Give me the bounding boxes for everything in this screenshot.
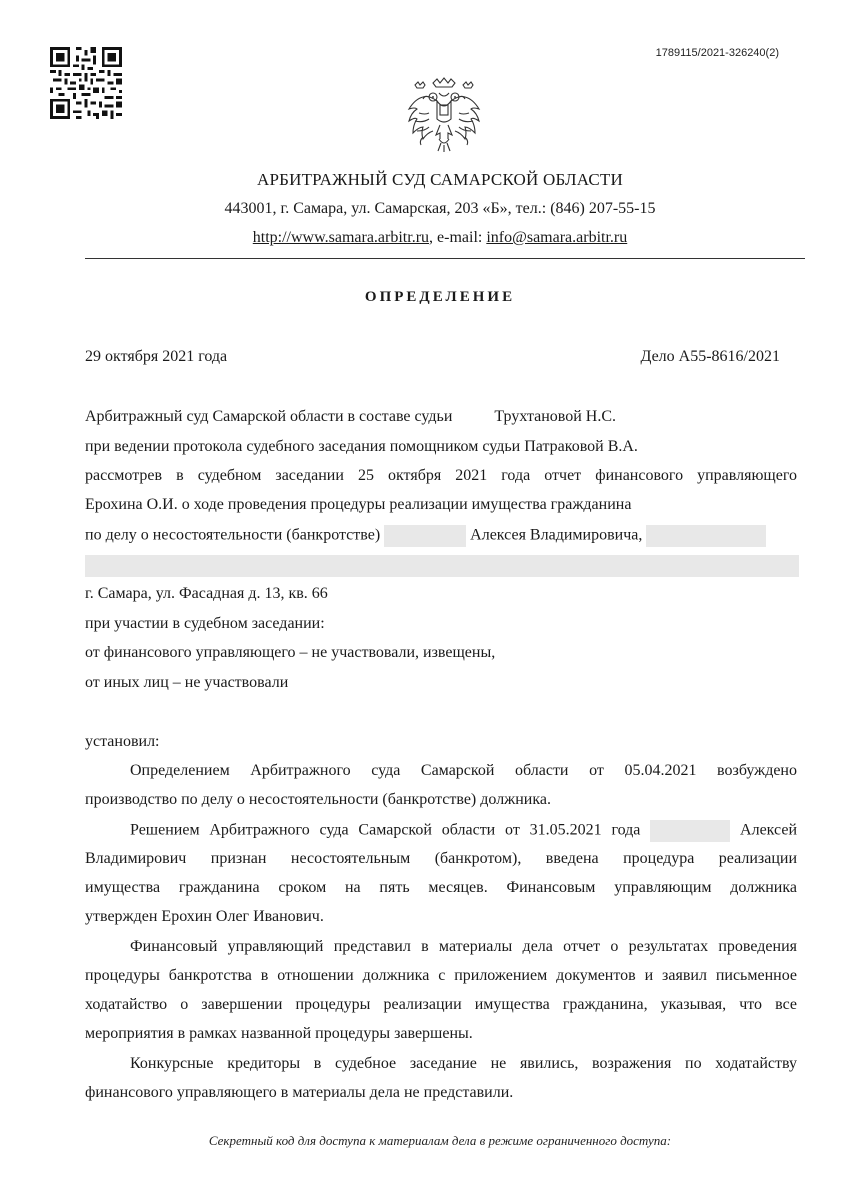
debtor-name: Алексея Владимировича,: [470, 526, 643, 544]
document-id: 1789115/2021-326240(2): [655, 47, 779, 59]
paragraph-3-line-2: процедуры банкротства в отношении должника с приложением документов и заявил письменное: [85, 967, 797, 984]
intro-line-participants: при участии в судебном заседании:: [85, 615, 325, 632]
intro-line-judge: [85, 408, 616, 426]
court-address: 443001, г. Самара, ул. Самарская, 203 «Б», тел.: (846) 207-55-15: [224, 200, 656, 217]
intro-line-secretary: при ведении протокола судебного заседания помощником судьи Патраковой В.А.: [85, 438, 638, 455]
intro-line-others-absent: от иных лиц – не участвовали: [85, 674, 289, 691]
intro-line-report: рассмотрев в судебном заседании 25 октября 2021 года отчет финансового управляющего: [85, 467, 797, 484]
document-title: ОПРЕДЕЛЕНИЕ: [364, 289, 516, 305]
case-number: Дело А55-8616/2021: [640, 348, 780, 365]
paragraph-2-line-4: утвержден Ерохин Олег Иванович.: [85, 908, 324, 925]
paragraph-2-line-1: [130, 820, 797, 842]
intro-line-manager-absent: от финансового управляющего – не участвовали, извещены,: [85, 644, 496, 661]
paragraph-3-line-3: ходатайство о завершении процедуры реализации имущества гражданина, указывая, что все: [85, 996, 797, 1013]
court-contacts: [0, 229, 849, 247]
paragraph-2-line-2: Владимирович признан несостоятельным (банкротом), введена процедура реализации: [85, 850, 797, 867]
intro-line-case: [85, 525, 766, 547]
established-heading: установил:: [85, 733, 160, 750]
coat-of-arms-icon: [403, 75, 485, 153]
paragraph-3-line-1: Финансовый управляющий представил в материалы дела отчет о результатах проведения: [130, 938, 797, 955]
redacted-surname-2: [650, 820, 730, 842]
document-date: 29 октября 2021 года: [85, 348, 228, 365]
qr-code-icon: [50, 47, 122, 119]
intro-line-manager: Ерохина О.И. о ходе проведения процедуры реализации имущества гражданина: [85, 496, 632, 513]
debtor-first-name: Алексей: [740, 821, 798, 839]
intro-line-address: г. Самара, ул. Фасадная д. 13, кв. 66: [85, 585, 328, 602]
paragraph-4-line-1: Конкурсные кредиторы в судебное заседание не явились, возражения по ходатайству: [130, 1055, 797, 1072]
email-link[interactable]: info@samara.arbitr.ru: [486, 229, 628, 246]
redacted-band: [85, 555, 799, 577]
website-link[interactable]: http://www.samara.arbitr.ru: [252, 229, 430, 246]
redacted-details: [646, 525, 766, 547]
paragraph-2-line-3: имущества гражданина сроком на пять месяцев. Финансовым управляющим должника: [85, 879, 797, 896]
judge-name: Трухтановой Н.С.: [494, 408, 617, 425]
case-type: по делу о несостоятельности (банкротстве): [85, 526, 381, 544]
paragraph-4-line-2: финансового управляющего в материалы дела не представили.: [85, 1084, 514, 1101]
paragraph-1-line-1: Определением Арбитражного суда Самарской области от 05.04.2021 возбуждено: [130, 762, 797, 779]
decision-reference: Решением Арбитражного суда Самарской области от 31.05.2021 года: [130, 821, 641, 839]
footer-access-note: Секретный код для доступа к материалам дела в режиме ограниченного доступа:: [208, 1133, 672, 1148]
intro-court-composition: Арбитражный суд Самарской области в составе судьи: [85, 408, 453, 425]
paragraph-1-line-2: производство по делу о несостоятельности (банкротстве) должника.: [85, 791, 551, 808]
email-label: , e-mail:: [429, 229, 487, 246]
header-divider: [85, 258, 805, 259]
court-name: АРБИТРАЖНЫЙ СУД САМАРСКОЙ ОБЛАСТИ: [257, 170, 623, 189]
paragraph-3-line-4: мероприятия в рамках названной процедуры завершены.: [85, 1025, 473, 1042]
redacted-surname: [384, 525, 466, 547]
